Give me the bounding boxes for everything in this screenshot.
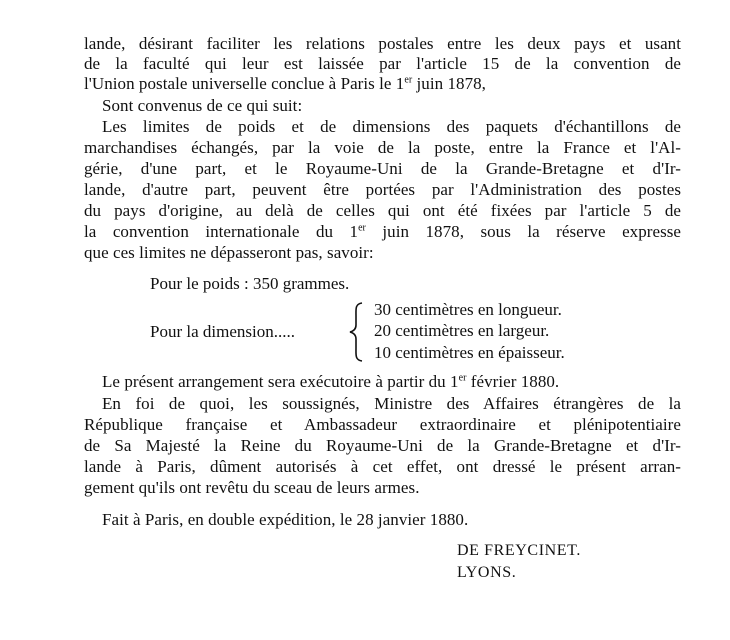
dimension-label: Pour la dimension..... (150, 322, 295, 341)
limits-line-4: lande, d'autre part, peuvent être portées par l'Administration des postes (84, 180, 681, 199)
witness-line-1: En foi de quoi, les soussignés, Ministre des Affaires étrangères de la (102, 394, 681, 413)
witness-line-3: de Sa Majesté la Reine du Royaume-Uni de la Grande-Bretagne et d'Ir- (84, 436, 681, 455)
dimension-width: 20 centimètres en largeur. (374, 321, 550, 340)
limits-line-2: marchandises échangés, par la voie de la poste, entre la France et l'Al- (84, 138, 681, 157)
witness-line-2: République française et Ambassadeur extraordinaire et plénipotentiaire (84, 415, 681, 434)
limits-line-6-superscript: er (358, 222, 366, 234)
curly-brace (346, 301, 368, 363)
intro-line-1: lande, désirant faciliter les relations postales entre les deux pays et usant (84, 34, 681, 53)
witness-line-4: lande à Paris, dûment autorisés à cet effet, ont dressé le présent arran- (84, 457, 681, 476)
weight-limit: Pour le poids : 350 grammes. (150, 274, 350, 293)
limits-line-6 (84, 222, 681, 242)
intro-line-3-text: l'Union postale universelle conclue à Paris le 1 (84, 74, 405, 93)
limits-line-7: que ces limites ne dépasseront pas, savoir: (84, 243, 374, 262)
limits-line-5: du pays d'origine, au delà de celles qui ont été fixées par l'article 5 de (84, 201, 681, 220)
agreed-line: Sont convenus de ce qui suit: (102, 96, 303, 115)
signature-lyons: LYONS. (457, 564, 517, 581)
dimension-length: 30 centimètres en longueur. (374, 300, 562, 319)
effective-date-superscript: er (458, 372, 467, 384)
limits-line-1: Les limites de poids et de dimensions des paquets d'échantillons de (102, 117, 681, 136)
signature-de-freycinet: DE FREYCINET. (457, 542, 581, 559)
done-at-line: Fait à Paris, en double expédition, le 28 janvier 1880. (102, 510, 469, 529)
limits-line-6-end: juin 1878, sous la réserve expresse (365, 222, 681, 241)
dimension-thickness: 10 centimètres en épaisseur. (374, 343, 565, 362)
intro-line-2: de la faculté qui leur est laissée par l'article 15 de la convention de (84, 54, 681, 73)
effective-date-text: Le présent arrangement sera exécutoire à partir du 1 (102, 372, 459, 391)
intro-line-3 (84, 74, 681, 94)
intro-line-3-superscript: er (404, 74, 413, 86)
limits-line-3: gérie, d'une part, et le Royaume-Uni de la Grande-Bretagne et d'Ir- (84, 159, 681, 178)
limits-line-6-text: la convention internationale du 1 (84, 222, 359, 241)
effective-date-end: février 1880. (466, 372, 560, 391)
effective-date-line (102, 372, 681, 392)
witness-line-5: gement qu'ils ont revêtu du sceau de leurs armes. (84, 478, 420, 497)
intro-line-3-date: juin 1878, (412, 74, 486, 93)
